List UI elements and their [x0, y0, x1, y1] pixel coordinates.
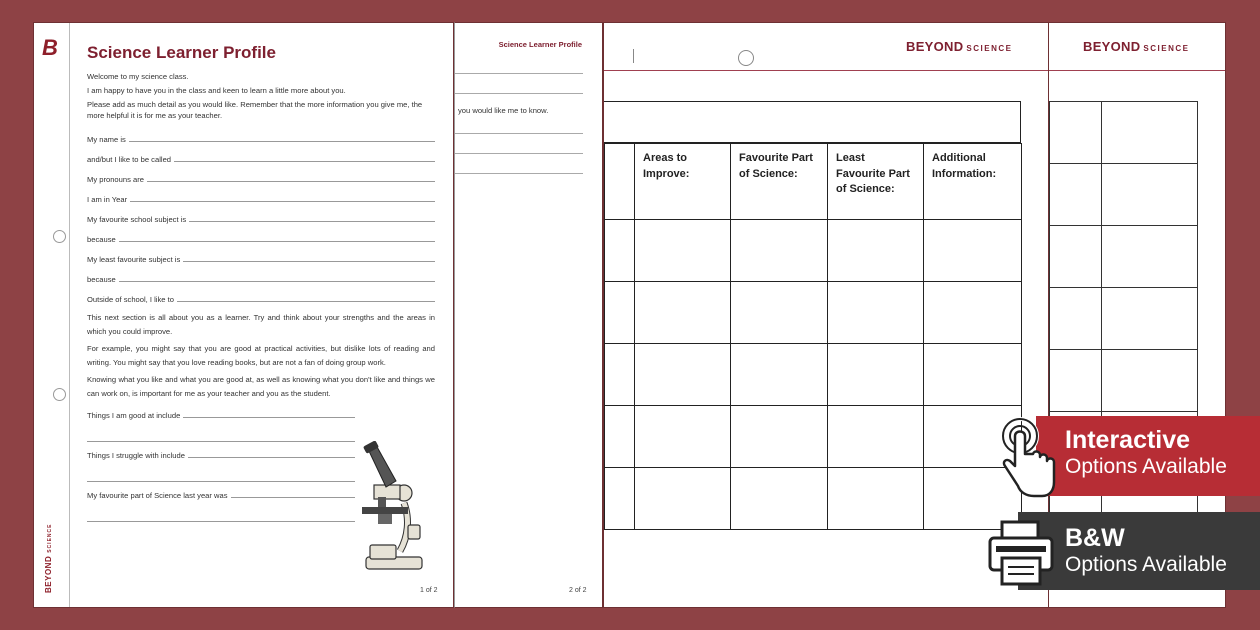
page-title: Science Learner Profile — [87, 43, 276, 62]
table-header-additional: Additional Information: — [924, 144, 1022, 220]
preferred-name-field[interactable]: and/but I like to be called — [87, 144, 435, 164]
page-number: 1 of 2 — [420, 587, 438, 594]
intro-text: Welcome to my science class. — [87, 72, 189, 81]
punch-hole-icon — [53, 388, 66, 401]
least-favourite-reason-field[interactable]: because — [87, 264, 435, 284]
writing-line[interactable] — [455, 173, 583, 174]
touch-hand-icon — [1000, 416, 1060, 500]
table-row — [1050, 102, 1198, 164]
learner-table — [604, 143, 1022, 530]
header-rule — [1049, 70, 1225, 71]
writing-line[interactable] — [455, 133, 583, 134]
table-row — [605, 344, 1022, 406]
struggles-extra-line[interactable] — [87, 460, 355, 482]
punch-hole-icon — [53, 230, 66, 243]
writing-line[interactable] — [455, 153, 583, 154]
intro-text: Please add as much detail as you would like. Remember that the more information you give me, the more helpful it is for me as your teacher. — [87, 100, 423, 120]
printer-icon — [986, 512, 1056, 590]
beyond-logo-icon: B — [42, 35, 58, 60]
side-brand: BEYONDSCIENCE — [44, 523, 53, 593]
table-row — [1050, 164, 1198, 226]
fold-mark — [633, 49, 634, 63]
learner-paragraph: Knowing what you like and what you are good at, as well as knowing what you don't like and things we can work on, is important for me as your teacher and you as the student. — [87, 375, 435, 398]
table-header-blank — [605, 144, 635, 220]
binding-strip — [34, 23, 70, 607]
table-row — [1050, 350, 1198, 412]
punch-hole-icon — [738, 50, 754, 66]
table-header-least-favourite: Least Favourite Part of Science: — [828, 144, 924, 220]
pronouns-field[interactable]: My pronouns are — [87, 164, 435, 184]
year-field[interactable]: I am in Year — [87, 184, 435, 204]
table-row — [605, 282, 1022, 344]
page-2-text: you would like me to know. — [458, 106, 549, 115]
table-row — [1050, 288, 1198, 350]
name-field[interactable]: My name is — [87, 124, 435, 144]
learner-paragraph: This next section is all about you as a learner. Try and think about your strengths and the areas in which you could improve. — [87, 313, 435, 336]
page-2-title: Science Learner Profile — [498, 40, 582, 49]
learner-paragraph: For example, you might say that you are good at practical activities, but dislike lots of reading and writing. You might say that you love reading books, but are not a fan of doing group work. — [87, 344, 435, 367]
favourite-science-extra-line[interactable] — [87, 500, 355, 522]
interactive-badge-text: Interactive Options Available — [1065, 426, 1227, 478]
strengths-extra-line[interactable] — [87, 420, 355, 442]
bw-badge-text: B&W Options Available — [1065, 524, 1227, 576]
hobbies-field[interactable]: Outside of school, I like to — [87, 284, 435, 304]
favourite-subject-field[interactable]: My favourite school subject is — [87, 204, 435, 224]
worksheet-page-2 — [454, 22, 603, 608]
table-row — [605, 406, 1022, 468]
header-rule — [604, 70, 1048, 71]
bw-options-badge[interactable] — [986, 512, 1260, 590]
favourite-science-field[interactable]: My favourite part of Science last year was — [87, 482, 355, 500]
strengths-field[interactable]: Things I am good at include — [87, 402, 355, 420]
intro-text: I am happy to have you in the class and keen to learn a little more about you. — [87, 86, 346, 95]
table-header-areas: Areas to Improve: — [635, 144, 731, 220]
writing-line[interactable] — [455, 93, 583, 94]
table-header-favourite: Favourite Part of Science: — [731, 144, 828, 220]
struggles-field[interactable]: Things I struggle with include — [87, 442, 355, 460]
brand-logo: BEYOND SCIENCE — [906, 39, 1013, 54]
table-top-box — [604, 101, 1021, 143]
microscope-icon — [356, 441, 428, 573]
least-favourite-subject-field[interactable]: My least favourite subject is — [87, 244, 435, 264]
table-row — [605, 220, 1022, 282]
interactive-options-badge[interactable] — [1000, 416, 1260, 498]
table-row — [1050, 226, 1198, 288]
writing-line[interactable] — [455, 73, 583, 74]
table-row — [605, 468, 1022, 530]
favourite-reason-field[interactable]: because — [87, 224, 435, 244]
worksheet-page-3 — [603, 22, 1049, 608]
brand-logo: BEYOND SCIENCE — [1083, 39, 1190, 54]
page-number: 2 of 2 — [569, 587, 587, 594]
worksheet-page-1 — [33, 22, 454, 608]
